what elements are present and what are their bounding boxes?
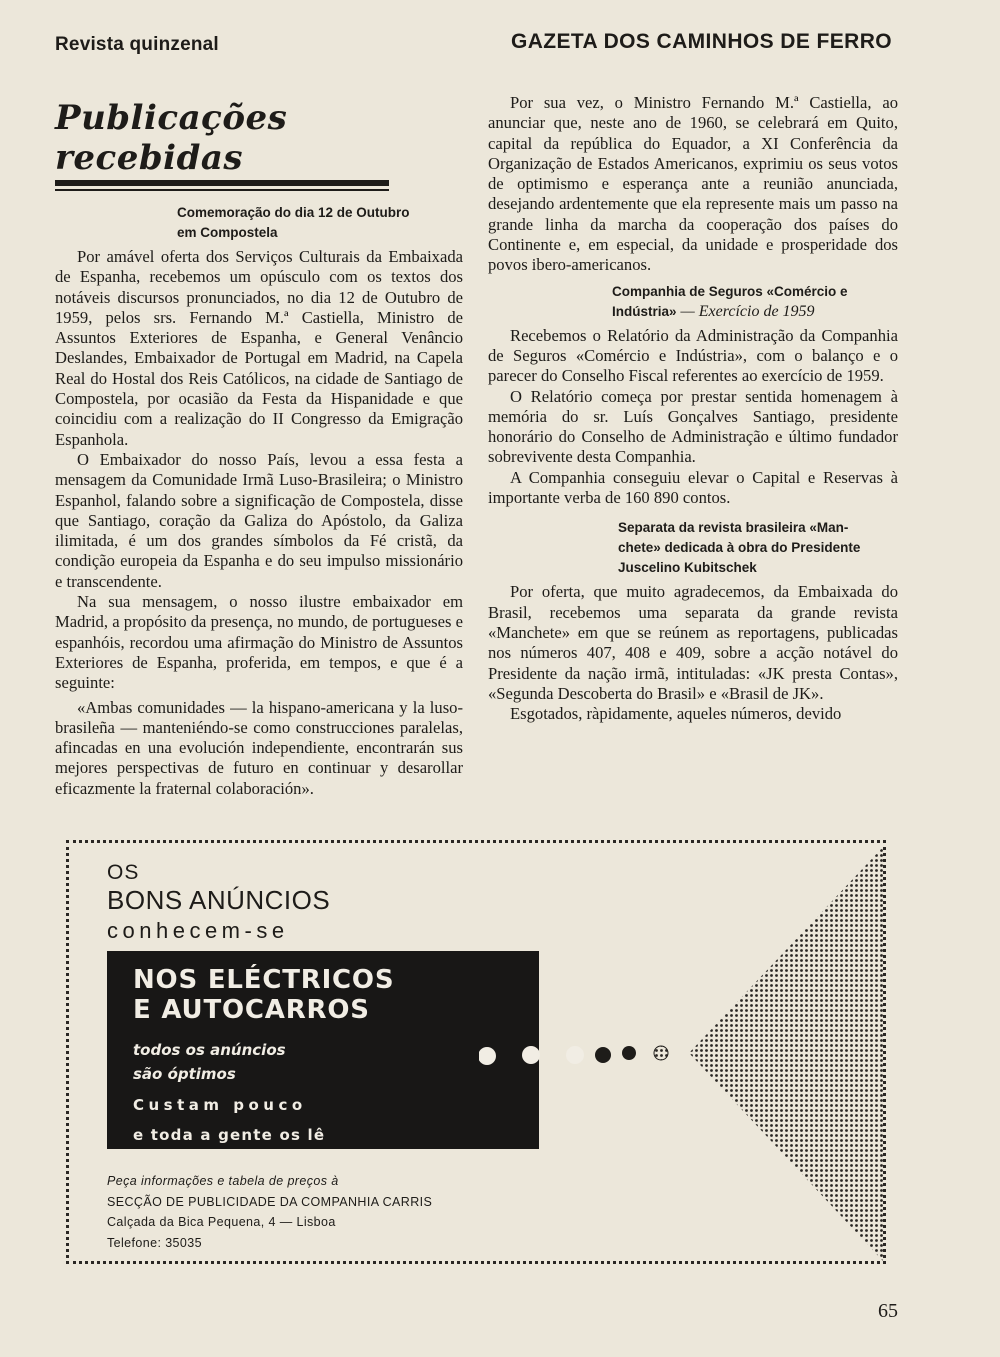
dark-disc — [595, 1047, 611, 1063]
paragraph: A Companhia conseguiu elevar o Capital e Reservas à importante verba de 160 890 contos. — [488, 467, 898, 508]
paragraph: O Embaixador do nosso País, levou a essa festa a mensagem da Comunidade Irmã Luso-Brasileira; o Ministro Espanhol, falando sobre a significação de Compostela, disse que Santiago, coração da Galiza do Apóstolo, da Galiza ilimitada, é um dos grandes símbolos da Fé cristã, da condição europeia da Espanha e do seu impulso missionário e transcendente. — [55, 449, 463, 591]
title-rule-thin — [55, 189, 389, 191]
paragraph: Por amável oferta dos Serviços Culturais da Embaixada de Espanha, recebemos um opúsculo com os textos dos notáveis discursos pronunciados, no dia 12 de Outubro de 1959, pelos srs. Fernando M.ª Castiella, Ministro de Assuntos Exteriores de Espanha, e General Venâncio Deslandes, Embaixador de Portugal em Madrid, na Capela Real do Hostal dos Reis Católicos, na cidade de Santiago de Compostela, por ocasião da Festa da Hispanidade e que coincidiu com a realização do II Congresso da Emigração Espanhola. — [55, 247, 463, 449]
heading-line: Comemoração do dia 12 de Outubro — [177, 205, 410, 220]
halftone-disc — [654, 1046, 668, 1060]
article-heading-manchete — [618, 518, 898, 578]
paragraph: Esgotados, ràpidamente, aqueles números, devido — [510, 704, 842, 724]
title-rule-thick — [55, 180, 389, 186]
ad-headline-line1: NOS ELÉCTRICOS — [133, 965, 395, 995]
halftone-triangle — [689, 847, 883, 1261]
heading-italic-text: — Exercício de 1959 — [676, 302, 815, 320]
light-disc — [522, 1046, 540, 1064]
heading-line: chete» dedicada à obra do Presidente — [618, 540, 861, 556]
ad-line-conhecem: conhecem-se — [107, 918, 289, 943]
paragraph: Por oferta, que muito agradecemos, da Embaixada do Brasil, recebemos uma separata da grande revista «Manchete» em que se reúnem as reportagens, publicadas nos números 407, 408 e 409, sobre a acção notável do Presidente da nação irmã, intituladas: «JK presta Contas», «Segunda Descoberta do Brasil» e «Brasil de JK». — [488, 582, 898, 703]
ad-line-os: OS — [107, 861, 140, 884]
ad-info-line: Telefone: 35035 — [107, 1235, 202, 1250]
left-column — [55, 98, 463, 799]
section-title: Publicações recebidas — [55, 98, 288, 178]
ad-line-bons-anuncios: BONS ANÚNCIOS — [107, 885, 331, 915]
ad-headline-line2: E AUTOCARROS — [133, 995, 370, 1025]
ad-info-line: Calçada da Bica Pequena, 4 — Lisboa — [107, 1215, 336, 1229]
heading-line: Separata da revista brasileira «Man- — [618, 520, 849, 536]
article-heading-seguros — [612, 282, 898, 322]
light-disc — [479, 1047, 496, 1065]
ad-black-panel — [107, 951, 539, 1149]
ad-tagline-line3: Custam pouco — [133, 1096, 307, 1114]
light-disc — [566, 1046, 584, 1064]
page-number: 65 — [878, 1300, 898, 1322]
paragraph: Por sua vez, o Ministro Fernando M.ª Castiella, ao anunciar que, neste ano de 1960, se celebrará em Quito, capital da república do Equador, a XI Conferência da Organização de Estados Americanos, exprimiu os seus votos de optimismo e esperança ante a reunião anunciada, desejando ardentemente que ela represente mais um passo na grande linha da marcha da cooperação dos países do Continente e, em especial, da unidade e prosperidade dos povos ibero-americanos. — [488, 93, 898, 275]
right-column — [488, 93, 898, 724]
carris-advertisement — [66, 840, 886, 1264]
heading-line — [612, 302, 898, 322]
running-header-right: GAZETA DOS CAMINHOS DE FERRO — [510, 30, 892, 53]
ad-tagline-line1: todos os anúncios — [133, 1041, 286, 1059]
dark-disc — [622, 1046, 636, 1060]
paragraph: Recebemos o Relatório da Administração da Companhia de Seguros «Comércio e Indústria», com o balanço e o parecer do Conselho Fiscal referentes ao exercício de 1959. — [488, 325, 898, 386]
heading-line: em Compostela — [177, 225, 278, 240]
heading-text: Indústria» — [612, 303, 677, 319]
ad-info-line: Peça informações e tabela de preços à — [107, 1174, 339, 1188]
ad-tagline-line2: são óptimos — [133, 1065, 236, 1083]
paragraph: Na sua mensagem, o nosso ilustre embaixador em Madrid, a propósito da presença, no mundo, de portugueses e espanhóis, recordou uma afirmação do Ministro de Assuntos Exteriores de Espanha, proferida, em tempos, e que é a seguinte: — [55, 592, 463, 693]
ad-contact-info — [107, 1171, 432, 1253]
ad-tagline-line4: e toda a gente os lê — [133, 1126, 326, 1144]
ad-info-line: SECÇÃO DE PUBLICIDADE DA COMPANHIA CARRIS — [107, 1194, 433, 1209]
heading-line: Companhia de Seguros «Comércio e — [612, 283, 848, 299]
article-heading-compostela — [177, 203, 463, 243]
running-header-left: Revista quinzenal — [55, 34, 219, 55]
paragraph: O Relatório começa por prestar sentida homenagem à memória do sr. Luís Gonçalves Santiago, presidente honorário do Conselho de Administração e último fundador sobrevivente desta Companhia. — [488, 386, 898, 467]
quotation-paragraph: «Ambas comunidades — la hispano-americana y la luso-brasileña — manteniéndo-se como construcciones paralelas, afincadas en una evolución independiente, encontrarán sus mejores perspectivas de futuro en continuar y desarollar eficazmente la fraternal colaboración». — [55, 697, 463, 798]
halftone-triangle-graphic — [479, 843, 889, 1267]
heading-line: Juscelino Kubitschek — [618, 560, 757, 576]
